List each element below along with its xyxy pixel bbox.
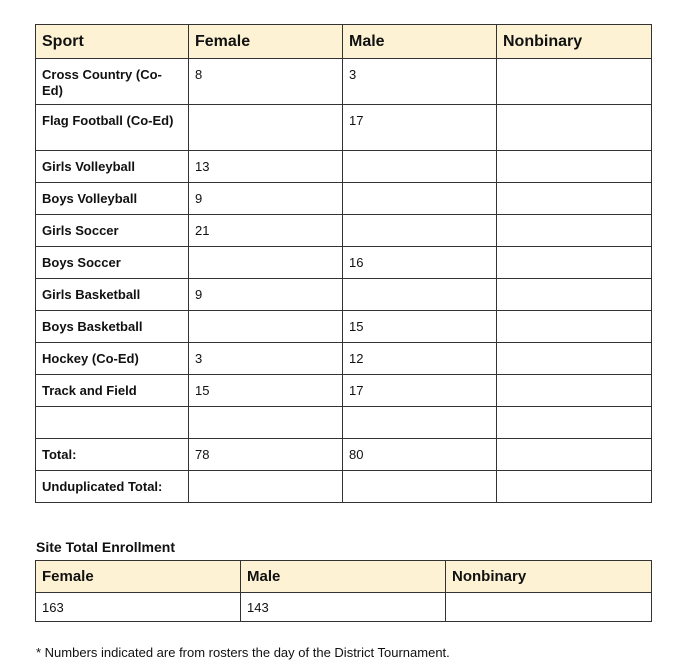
- nonbinary-cell: [497, 247, 652, 279]
- sport-cell: Boys Soccer: [36, 247, 189, 279]
- sport-cell: Cross Country (Co-Ed): [36, 59, 189, 105]
- table-row: [36, 151, 652, 183]
- total-female-cell: 78: [189, 439, 343, 471]
- female-cell: [189, 407, 343, 439]
- female-cell: 13: [189, 151, 343, 183]
- male-cell: [343, 215, 497, 247]
- column-header-sport: Sport: [36, 25, 189, 59]
- male-cell: [343, 279, 497, 311]
- sport-participation-table: [35, 24, 652, 503]
- male-cell: 12: [343, 343, 497, 375]
- column-header-nonbinary: Nonbinary: [446, 561, 652, 593]
- female-cell: 15: [189, 375, 343, 407]
- total-male-cell: 80: [343, 439, 497, 471]
- column-header-female: Female: [189, 25, 343, 59]
- table-header-row: [36, 561, 652, 593]
- female-cell: 9: [189, 279, 343, 311]
- enrollment-female-cell: 163: [36, 593, 241, 622]
- sport-cell: [36, 407, 189, 439]
- table-row: [36, 343, 652, 375]
- table-row: [36, 183, 652, 215]
- female-cell: [189, 105, 343, 151]
- male-cell: [343, 151, 497, 183]
- female-cell: 9: [189, 183, 343, 215]
- nonbinary-cell: [497, 105, 652, 151]
- female-cell: 8: [189, 59, 343, 105]
- unduplicated-total-label: Unduplicated Total:: [36, 471, 189, 503]
- nonbinary-cell: [497, 407, 652, 439]
- unduplicated-nonbinary-cell: [497, 471, 652, 503]
- table-header-row: [36, 25, 652, 59]
- unduplicated-male-cell: [343, 471, 497, 503]
- enrollment-nonbinary-cell: [446, 593, 652, 622]
- female-cell: 3: [189, 343, 343, 375]
- site-enrollment-title: Site Total Enrollment: [36, 539, 175, 555]
- sport-cell: Boys Volleyball: [36, 183, 189, 215]
- nonbinary-cell: [497, 183, 652, 215]
- male-cell: 16: [343, 247, 497, 279]
- male-cell: 17: [343, 375, 497, 407]
- table-row: [36, 375, 652, 407]
- male-cell: [343, 407, 497, 439]
- total-label: Total:: [36, 439, 189, 471]
- table-row: [36, 407, 652, 439]
- female-cell: 21: [189, 215, 343, 247]
- male-cell: 17: [343, 105, 497, 151]
- table-row: [36, 247, 652, 279]
- nonbinary-cell: [497, 375, 652, 407]
- sport-cell: Girls Volleyball: [36, 151, 189, 183]
- nonbinary-cell: [497, 215, 652, 247]
- enrollment-male-cell: 143: [241, 593, 446, 622]
- sport-cell: Hockey (Co-Ed): [36, 343, 189, 375]
- unduplicated-total-row: [36, 471, 652, 503]
- sport-cell: Girls Basketball: [36, 279, 189, 311]
- sport-cell: Track and Field: [36, 375, 189, 407]
- nonbinary-cell: [497, 343, 652, 375]
- column-header-male: Male: [343, 25, 497, 59]
- total-row: [36, 439, 652, 471]
- male-cell: [343, 183, 497, 215]
- table-row: [36, 59, 652, 105]
- nonbinary-cell: [497, 151, 652, 183]
- sport-cell: Girls Soccer: [36, 215, 189, 247]
- column-header-female: Female: [36, 561, 241, 593]
- unduplicated-female-cell: [189, 471, 343, 503]
- nonbinary-cell: [497, 59, 652, 105]
- table-row: [36, 593, 652, 622]
- sport-cell: Boys Basketball: [36, 311, 189, 343]
- table-row: [36, 311, 652, 343]
- column-header-nonbinary: Nonbinary: [497, 25, 652, 59]
- male-cell: 15: [343, 311, 497, 343]
- nonbinary-cell: [497, 311, 652, 343]
- nonbinary-cell: [497, 279, 652, 311]
- footnote: * Numbers indicated are from rosters the day of the District Tournament.: [36, 645, 450, 660]
- table-row: [36, 215, 652, 247]
- table-row: [36, 279, 652, 311]
- male-cell: 3: [343, 59, 497, 105]
- female-cell: [189, 247, 343, 279]
- sport-cell: Flag Football (Co-Ed): [36, 105, 189, 151]
- table-row: [36, 105, 652, 151]
- site-enrollment-table: [35, 560, 652, 622]
- female-cell: [189, 311, 343, 343]
- total-nonbinary-cell: [497, 439, 652, 471]
- column-header-male: Male: [241, 561, 446, 593]
